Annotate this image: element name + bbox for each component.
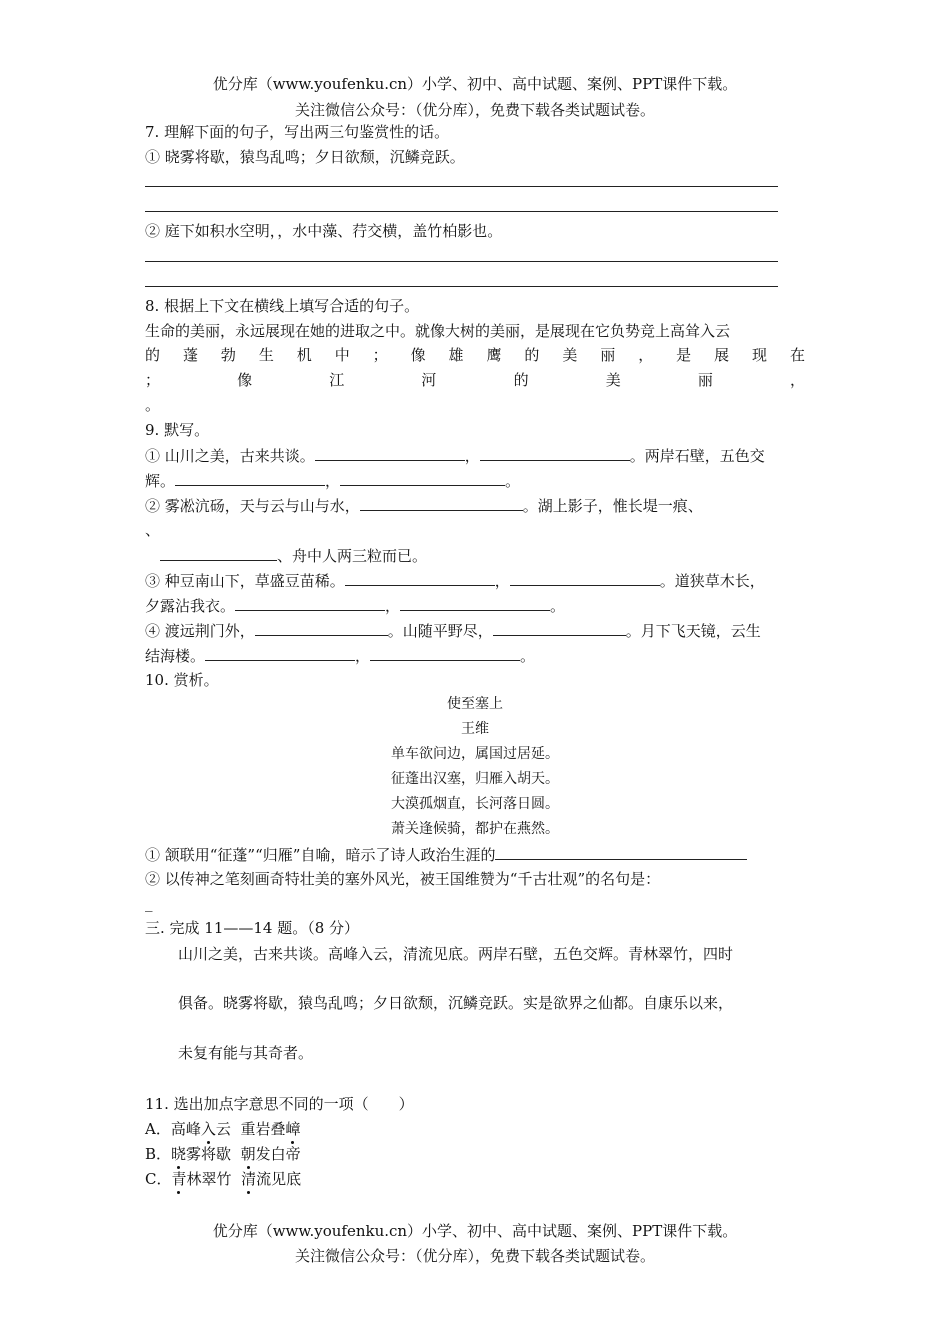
answer-line[interactable] [145,211,778,212]
text-char: 是 [676,346,692,364]
text: 林翠竹 [186,1170,232,1188]
fill-blank[interactable] [493,620,626,636]
fill-blank[interactable] [370,645,520,661]
text: 结海楼。 [145,647,206,665]
text: 。 [550,597,566,615]
poem-line: 萧关逢候骑，都护在燕然。 [391,821,559,837]
footer-line-2: 关注微信公众号：（优分库），免费下载各类试题试卷。 [294,1247,655,1265]
question-10-title: 10. 赏析。 [145,671,219,689]
text-char: 蓬 [182,346,198,364]
text: ， [325,472,341,490]
question-11-title: 11. 选出加点字意思不同的一项（ ） [145,1095,414,1113]
text: 。两岸石壁，五色交 [629,447,765,465]
text-char: 鹰 [486,346,502,364]
question-9-item-1-cont [145,470,520,491]
text: 重岩叠 [240,1120,286,1138]
text: 。道狭草木长， [659,572,765,590]
dotted-char: 晓 [171,1145,187,1163]
question-9-title: 9. 默写。 [145,421,210,439]
text: 高峰 [170,1120,201,1138]
poem-title: 使至塞上 [447,696,503,712]
text: ① 颔联用“征蓬”“归雁”自喻，暗示了诗人政治生涯的 [145,846,496,864]
text-char: 河 [421,371,437,389]
poem-line: 大漠孤烟直，长河落日圆。 [391,796,559,812]
answer-line[interactable] [145,261,778,262]
question-9-item-4 [145,620,761,641]
text-char: 展 [714,346,730,364]
text: 雾将歇 [186,1145,232,1163]
text: ， [464,447,480,465]
question-8-line-1: 生命的美丽，永远展现在她的进取之中。就像大树的美丽，是展现在它负势竞上高耸入云 [145,322,731,340]
text: ， [385,597,401,615]
footer-line-1: 优分库（www.youfenku.cn）小学、初中、高中试题、案例、PPT课件下载。 [212,1222,738,1240]
text-char: ； [372,346,388,364]
dotted-char: 嶂 [285,1120,301,1138]
fill-blank[interactable] [345,570,495,586]
fill-blank[interactable] [315,445,465,461]
fill-blank[interactable] [360,495,523,511]
question-9-item-3-cont [145,595,565,616]
answer-line[interactable] [145,186,778,187]
answer-line[interactable] [145,286,778,287]
poem-author: 王维 [461,721,489,737]
text-char: 的 [145,346,161,364]
text: ， [355,647,371,665]
text-char: 机 [296,346,312,364]
passage-line-2: 俱备。晓雾将歇，猿鸟乱鸣；夕日欲颓，沉鳞竞跃。实是欲界之仙都。自康乐以来， [178,994,734,1012]
passage-line-1: 山川之美，古来共谈。高峰入云，清流见底。两岸石壁，五色交辉。青林翠竹，四时 [178,945,734,963]
fill-blank[interactable] [510,570,660,586]
text: 。 [520,647,536,665]
option-label: B． [145,1145,172,1163]
text-char: 的 [524,346,540,364]
text: 。山随平野尽， [387,622,493,640]
text-char: 像 [237,371,253,389]
dotted-char: 入 [200,1120,216,1138]
text: 流见底 [256,1170,302,1188]
text-char: ， [638,346,654,364]
poem-line: 单车欲问边，属国过居延。 [391,746,559,762]
question-7-item-1: ① 晓雾将歇，猿鸟乱鸣；夕日欲颓，沉鳞竞跃。 [145,148,465,166]
dotted-char: 清 [241,1170,257,1188]
option-b[interactable] [145,1144,301,1164]
text-char: 美 [605,371,621,389]
header-line-2: 关注微信公众号：（优分库），免费下载各类试题试卷。 [294,101,655,119]
option-label: C． [145,1170,172,1188]
fill-blank[interactable] [235,595,385,611]
fill-blank[interactable] [175,470,325,486]
text-char: 美 [562,346,578,364]
fill-blank[interactable] [205,645,355,661]
question-9-item-2-cont [160,545,427,566]
option-a[interactable] [145,1119,300,1139]
text: ③ 种豆南山下，草盛豆苗稀。 [145,572,345,590]
text-char: 现 [752,346,768,364]
fill-blank[interactable] [160,545,277,561]
question-9-item-2 [145,495,703,516]
dotted-char: 青 [171,1170,187,1188]
text: ① 山川之美，古来共谈。 [145,447,315,465]
poem-line: 征蓬出汉塞，归雁入胡天。 [391,771,559,787]
question-10-item-2: ② 以传神之笔刻画奇特壮美的塞外风光，被王国维赞为“千古壮观”的名句是： [145,870,661,888]
passage-line-3: 未复有能与其奇者。 [178,1044,314,1062]
section-3-title: 三. 完成 11——14 题。（8 分） [145,919,360,937]
text-char: ； [145,371,161,389]
fill-blank[interactable] [340,470,505,486]
text-char: 丽 [697,371,713,389]
text-char: 生 [258,346,274,364]
fill-blank[interactable] [400,595,550,611]
text: ④ 渡远荆门外， [145,622,255,640]
text-char: 像 [410,346,426,364]
fill-blank[interactable] [480,445,630,461]
text-char: 江 [329,371,345,389]
question-8-line-4: 。 [145,396,161,414]
question-9-item-4-cont [145,645,535,666]
question-10-item-1 [145,844,747,865]
text-char: 在 [789,346,805,364]
question-8-line-2 [145,345,805,365]
text: 发白帝 [255,1145,301,1163]
fill-blank[interactable] [495,844,747,860]
text-char: ， [789,371,805,389]
text-char: 的 [513,371,529,389]
question-9-item-3 [145,570,765,591]
question-10-item-2-cont: _ [145,894,153,912]
question-7-title: 7. 理解下面的句子，写出两三句鉴赏性的话。 [145,123,450,141]
text: ， [494,572,510,590]
text-char: 中 [334,346,350,364]
question-9-item-2-mark: 、 [145,521,161,539]
dotted-char: 朝 [240,1145,256,1163]
question-8-title: 8. 根据上下文在横线上填写合适的句子。 [145,297,420,315]
text: 、舟中人两三粒而已。 [277,547,428,565]
text: 云 [215,1120,231,1138]
option-label: A． [145,1120,171,1138]
text: 。湖上影子，惟长堤一痕、 [522,497,703,515]
text-char: 丽 [600,346,616,364]
question-7-item-2: ② 庭下如积水空明，，水中藻、荇交横，盖竹柏影也。 [145,222,503,240]
question-9-item-1 [145,445,765,466]
text-char: 雄 [448,346,464,364]
text: 辉。 [145,472,176,490]
header-line-1: 优分库（www.youfenku.cn）小学、初中、高中试题、案例、PPT课件下载。 [212,75,738,93]
text: 。月下飞天镜，云生 [625,622,761,640]
question-8-line-3 [145,370,805,390]
text: 夕露沾我衣。 [145,597,236,615]
text: ② 雾凇沆砀，天与云与山与水， [145,497,360,515]
fill-blank[interactable] [255,620,388,636]
text-char: 勃 [220,346,236,364]
option-c[interactable] [145,1169,301,1189]
text: 。 [505,472,521,490]
